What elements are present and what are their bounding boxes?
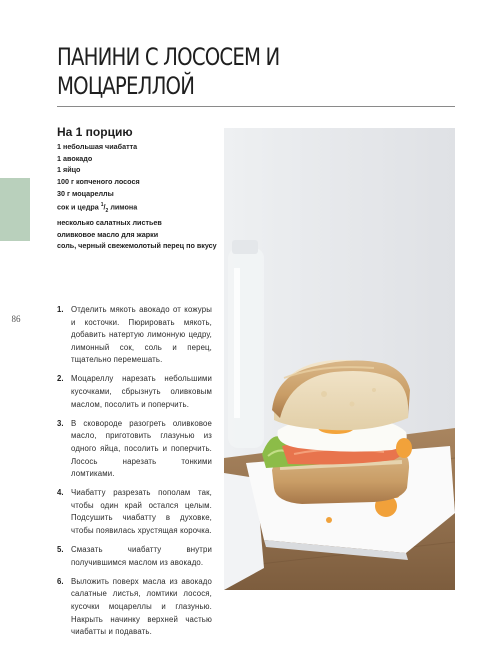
instruction-step	[57, 487, 212, 537]
instruction-step	[57, 544, 212, 569]
step-text: Выложить поверх масла из авокадо салатные листья, ломтики лосося, кусочки моцареллы и глазунью. Накрыть начинку верхней частью чиабатты и подавать.	[71, 576, 212, 637]
ingredient-item: 1 небольшая чиабатта	[57, 142, 138, 151]
ingredient-item: 1 яйцо	[57, 165, 81, 175]
page-title: ПАНИНИ С ЛОСОСЕМ И МОЦАРЕЛЛОЙ	[57, 43, 280, 100]
instruction-step	[57, 576, 212, 639]
ingredient-item: соль, черный свежемолотый перец по вкусу	[57, 241, 217, 251]
ingredients-list	[57, 141, 222, 252]
step-text: Смазать чиабатту внутри получившимся маслом из авокадо.	[71, 545, 212, 567]
step-number: 6.	[57, 576, 64, 586]
fraction-numerator: 1	[100, 201, 104, 208]
instruction-step	[57, 304, 212, 367]
ingredient-text: лимона	[108, 201, 138, 211]
step-text: Моцареллу нарезать небольшими кусочками, сбрызнуть оливковым маслом, посолить и поперчить.	[71, 374, 212, 409]
fraction-denominator: 2	[105, 207, 109, 214]
step-text: Чиабатту разрезать пополам так, чтобы один край остался целым. Подсушить чиабатту в духовке, чтобы появилась хрустящая корочка.	[71, 488, 212, 535]
step-number: 1.	[57, 305, 64, 314]
sandwich-illustration	[224, 128, 455, 590]
step-text: Отделить мякоть авокадо от кожуры и косточки. Пюрировать мякоть, добавить натертую лимонную цедру, лимонный сок, соль и перец, тщательно перемешать.	[71, 305, 212, 365]
instruction-step	[57, 418, 212, 481]
step-number: 2.	[57, 374, 64, 384]
ingredient-item: 100 г копченого лосося	[57, 177, 140, 187]
ingredient-item: сок и цедра $^1/_2$ лимона	[57, 201, 138, 214]
ingredient-item: оливковое масло для жарки	[57, 229, 159, 239]
step-number: 3.	[57, 418, 64, 428]
section-tab	[0, 178, 30, 241]
ingredient-item: несколько салатных листьев	[57, 218, 162, 228]
title-divider	[57, 106, 455, 107]
ingredients-heading: На 1 порцию	[57, 125, 133, 139]
page-number: 86	[11, 314, 21, 324]
ingredient-item: 1 авокадо	[57, 153, 93, 163]
ingredient-text: сок и цедра	[57, 201, 101, 211]
ingredient-item: 30 г моцареллы	[57, 188, 114, 198]
step-text: В сковороде разогреть оливковое масло, приготовить глазунью из одного яйца, посолить и поперчить. Лосось нарезать тонкими ломтиками.	[71, 418, 212, 479]
instructions-list	[57, 304, 212, 645]
instruction-step	[57, 373, 212, 411]
step-number: 5.	[57, 545, 64, 555]
step-number: 4.	[57, 488, 64, 498]
sandwich-photo	[224, 128, 455, 590]
